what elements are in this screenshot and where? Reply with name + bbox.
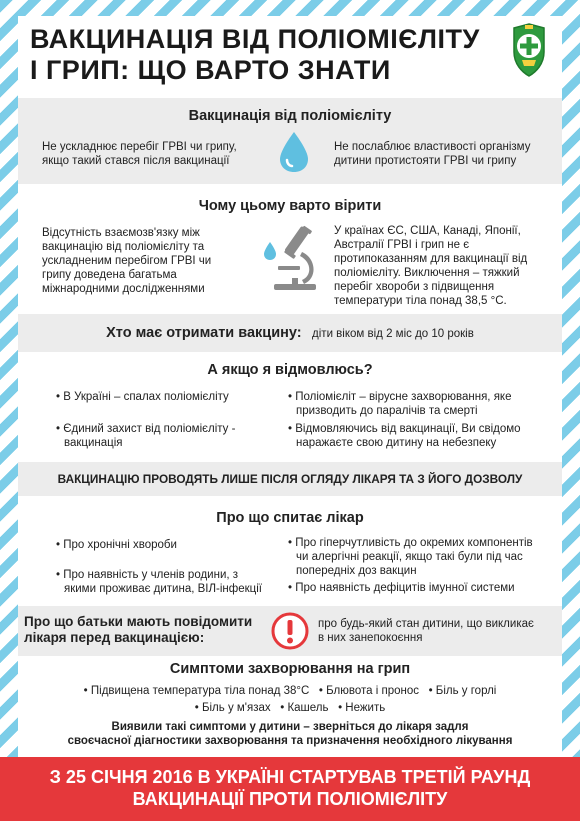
who-value: діти віком від 2 міс до 10 років bbox=[312, 328, 474, 340]
text-line: температури тіла понад 38,5 °С. bbox=[334, 295, 507, 307]
doctor-permission-notice bbox=[18, 462, 562, 496]
ministry-of-health-emblem-icon bbox=[508, 22, 550, 78]
parents-inform-section bbox=[18, 606, 562, 656]
text-line: Виявили такі симптоми у дитини – зверніться до лікаря задля bbox=[111, 721, 469, 733]
text-line: міжнародними дослідженнями bbox=[42, 283, 205, 295]
polio-right-text bbox=[334, 140, 559, 168]
text-line: наражаєте свою дитину на небезпеку bbox=[296, 437, 497, 449]
polio-vaccination-section bbox=[18, 98, 562, 184]
text-line: • Про наявність у членів родини, з bbox=[56, 569, 239, 581]
text-line: в них занепокоєння bbox=[318, 632, 423, 644]
text-line: • Поліомієліт – вірусне захворювання, яке bbox=[288, 391, 512, 403]
text-line: чи алергічні реакції, якщо такі були під час bbox=[296, 551, 523, 563]
refuse-right-1 bbox=[288, 390, 558, 418]
text-line: якщо такий стався після вакцинації bbox=[42, 155, 230, 167]
text-line: Відсутність взаємозв'язку між bbox=[42, 227, 200, 239]
why-left-text bbox=[42, 226, 257, 296]
text-line: протипоказанням для вакцинації від bbox=[334, 253, 528, 265]
inform-value bbox=[318, 617, 558, 645]
flu-symptoms-section bbox=[18, 656, 562, 757]
text-line: про будь-який стан дитини, що викликає bbox=[318, 618, 534, 630]
campaign-banner bbox=[0, 757, 580, 821]
doctor-questions-section bbox=[18, 496, 562, 606]
water-drop-icon bbox=[276, 130, 312, 179]
text-line: своєчасної діагностики захворювання та призначення необхідного лікування bbox=[67, 735, 513, 747]
symptoms-row-2: • Біль у м'язах • Кашель • Нежить bbox=[194, 702, 386, 714]
text-line: • В Україні – спалах поліомієліту bbox=[56, 391, 229, 403]
text-line: лікаря перед вакцинацією: bbox=[24, 630, 205, 645]
exclamation-circle-icon bbox=[270, 611, 310, 656]
text-line: У країнах ЄС, США, Канаді, Японії, bbox=[334, 225, 521, 237]
text-line: • Відмовляючись від вакцинації, Ви свідомо bbox=[288, 423, 521, 435]
text-line: • Про наявність дефіцитів імунної системи bbox=[288, 582, 515, 594]
doctor-left-2 bbox=[56, 568, 286, 596]
doctor-right-1 bbox=[288, 536, 560, 578]
who-should-vaccinate-section bbox=[18, 314, 562, 352]
text-line: вакцинацію від поліомієліту та bbox=[42, 241, 205, 253]
section-heading: А якщо я відмовлюсь? bbox=[207, 362, 373, 378]
refuse-right-2 bbox=[288, 422, 558, 450]
inform-label bbox=[24, 614, 264, 646]
text-line: ускладненим перебігом ГРВІ чи bbox=[42, 255, 212, 267]
section-heading: Вакцинація від поліомієліту bbox=[188, 108, 392, 124]
why-right-text bbox=[334, 224, 559, 308]
text-line: призводить до паралічів та смерті bbox=[296, 405, 478, 417]
text-line: Не ускладнює перебіг ГРВІ чи грипу, bbox=[42, 141, 237, 153]
refuse-left-1 bbox=[56, 390, 276, 404]
text-line: поліомієліту. Виключення – тяжкий bbox=[334, 267, 520, 279]
why-trust-section bbox=[18, 184, 562, 314]
banner-line-2: ВАКЦИНАЦІЇ ПРОТИ ПОЛІОМІЄЛІТУ bbox=[132, 789, 448, 809]
microscope-icon bbox=[262, 222, 328, 301]
text-line: якими проживає дитина, ВІЛ-інфекції bbox=[64, 583, 262, 595]
who-label: Хто має отримати вакцину: bbox=[106, 325, 302, 341]
title-line-1: ВАКЦИНАЦІЯ ВІД ПОЛІОМІЄЛІТУ bbox=[30, 24, 480, 54]
text-line: перебіг хвороби з підвищення bbox=[334, 281, 495, 293]
text-line: дитини протистояти ГРВІ чи грипу bbox=[334, 155, 517, 167]
text-line: • Про гіперчутливість до окремих компонентів bbox=[288, 537, 533, 549]
notice-text: ВАКЦИНАЦІЮ ПРОВОДЯТЬ ЛИШЕ ПІСЛЯ ОГЛЯДУ ЛІКАРЯ ТА З ЙОГО ДОЗВОЛУ bbox=[57, 472, 523, 486]
banner-line-1: З 25 СІЧНЯ 2016 В УКРАЇНІ СТАРТУВАВ ТРЕТІЙ РАУНД bbox=[49, 767, 531, 787]
text-line: попередніх доз вакцин bbox=[296, 565, 417, 577]
symptoms-advice bbox=[18, 720, 562, 748]
symptoms-row-1: • Підвищена температура тіла понад 38°С • Блювота і пронос • Біль у горлі bbox=[83, 685, 497, 697]
text-line: Австралії ГРВІ і грип не є bbox=[334, 239, 470, 251]
section-heading: Чому цьому варто вірити bbox=[198, 198, 382, 214]
who-row bbox=[18, 324, 562, 342]
doctor-right-2 bbox=[288, 581, 560, 595]
text-line: Не послаблює властивості організму bbox=[334, 141, 531, 153]
refuse-section bbox=[18, 352, 562, 462]
text-line: грипу доведена багатьма bbox=[42, 269, 177, 281]
doctor-left-1 bbox=[56, 538, 281, 552]
polio-left-text bbox=[42, 140, 272, 168]
section-heading: Про що спитає лікар bbox=[216, 510, 364, 526]
text-line: Про що батьки мають повідомити bbox=[24, 614, 253, 629]
text-line: • Про хронічні хвороби bbox=[56, 539, 177, 551]
text-line: • Єдиний захист від поліомієліту - bbox=[56, 423, 236, 435]
refuse-left-2 bbox=[56, 422, 276, 450]
text-line: вакцинація bbox=[64, 437, 123, 449]
poster-title bbox=[30, 24, 500, 86]
section-heading: Симптоми захворювання на грип bbox=[169, 661, 411, 677]
title-line-2: І ГРИП: ЩО ВАРТО ЗНАТИ bbox=[30, 55, 391, 85]
